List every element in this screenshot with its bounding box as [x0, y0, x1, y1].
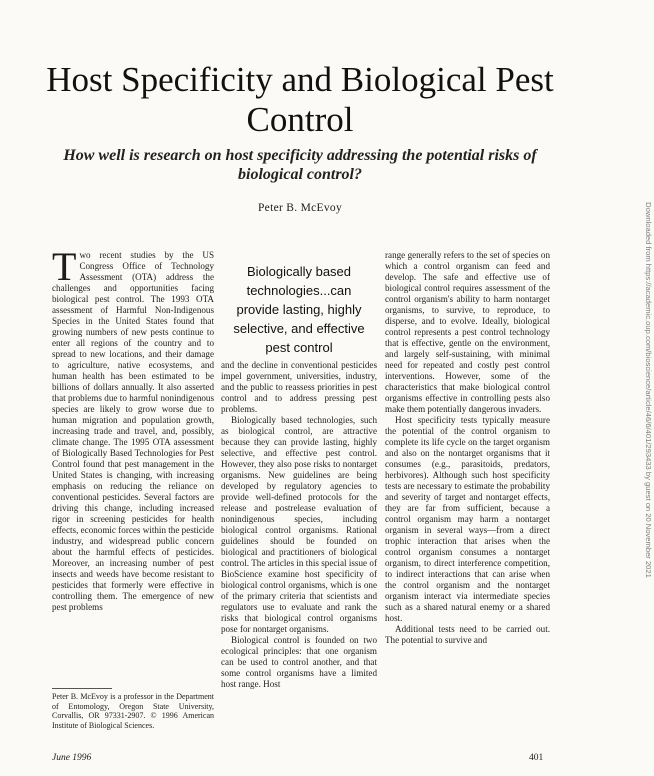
- paragraph: [52, 244, 214, 613]
- text-column-3: [385, 250, 550, 646]
- paragraph: Additional tests need to be carried out. The potential to survive and: [385, 624, 550, 645]
- paragraph: range generally refers to the set of species on which a control organism can feed and develop. The safe and effective use of biological control requires assessment of the control organism's ability to harm nontarget organisms, to survive, to reproduce, to disperse, and to evolve. Ideally, biological control represents a pest control technology that is effective, gentle on the environment, and largely self-sustaining, with minimal need for repeated and costly pest control interventions. However, some of the characteristics that make biological control organisms effective in controlling pests also make them potentially dangerous invaders.: [385, 250, 550, 414]
- article-title: Host Specificity and Biological Pest Control: [46, 60, 554, 139]
- drop-cap: T: [52, 244, 77, 289]
- page-number: 401: [529, 753, 544, 763]
- paragraph: Host specificity tests typically measure the potential of the control organism to complete its life cycle on the target organism and also on the nontarget organisms that it consumes (e.g., parasitoids, predators, herbivores). Although such host specificity tests are necessary to estimate the probability and severity of target and nontarget effects, they are far from sufficient, because a control organism may harm a nontarget organism in several ways—from a direct trophic interaction that arises when the control organism consumes a nontarget organism, to direct interference competition, to indirect interactions that can arise when the control organism and the nontarget organism interact via intermediate species such as a shared natural enemy or a shared host.: [385, 415, 550, 623]
- text-column-1: [52, 244, 214, 613]
- bio-divider: [52, 688, 112, 689]
- paragraph: Biological control is founded on two ecological principles: that one organism can be used to control another, and that some control organisms have a limited host range. Host: [221, 635, 377, 689]
- footer-date: June 1996: [52, 753, 92, 763]
- author-bio: Peter B. McEvoy is a professor in the Department of Entomology, Oregon State University, Corvallis, OR 97331-2907. © 1996 American Institute of Biological Sciences.: [52, 692, 214, 730]
- pull-quote: Biologically based technologies...can provide lasting, highly selective, and effective pest control: [233, 264, 365, 355]
- article-subtitle: How well is research on host specificity addressing the potential risks of biological control?: [63, 147, 537, 183]
- paragraph: and the decline in conventional pesticides impel government, universities, industry, and the public to reassess priorities in pest control and to address pressing pest problems.: [221, 360, 377, 414]
- text-column-2: [221, 360, 377, 690]
- paragraph-text: wo recent studies by the US Congress Office of Technology Assessment (OTA) address the challenges and opportunities facing biological pest control. The 1993 OTA assessment of Harmful Non-Indigenous Species in the United States found that growing numbers of new pests continue to enter all regions of the country and to spread to new locations, and their damage to agriculture, native ecosystems, and human health has been estimated to be billions of dollars annually. It also asserted that problems due to harmful nonindigenous species are likely to grow worse due to human migration and population growth, increasing trade and travel, and, possibly, climate change. The 1995 OTA assessment of Biologically Based Technologies for Pest Control found that pest management in the United States is changing, with increasing emphasis on reducing the reliance on conventional pesticides. Several factors are driving this change, including increased rigor in screening pesticides for health effects, economic forces within the pesticide industry, and widespread public concern about the harmful effects of pesticides. Moreover, an increasing number of pest insects and weeds have become resistant to pesticides that formerly were effective in controlling them. The emergence of new pest problems: [52, 250, 214, 612]
- download-notice: Downloaded from https://academic.oup.com/bioscience/article/46/6/401/293433 by guest on 20 November 2021: [644, 202, 653, 578]
- paragraph: Biologically based technologies, such as biological control, are attractive because they can provide lasting, highly selective, and effective pest control. However, they also pose risks to nontarget organisms. New guidelines are being developed by regulatory agencies to provide well-defined protocols for the release and postrelease evaluation of nonindigenous species, including biological control organisms. Rational guidelines should be founded on biological and practitioners of biological control. The articles in this special issue of BioScience examine host specificity of biological control organisms, which is one of the primary criteria that scientists and regulators use to evaluate and rank the risks that biological control organisms pose for nontarget organisms.: [221, 415, 377, 634]
- author-byline: Peter B. McEvoy: [257, 202, 343, 214]
